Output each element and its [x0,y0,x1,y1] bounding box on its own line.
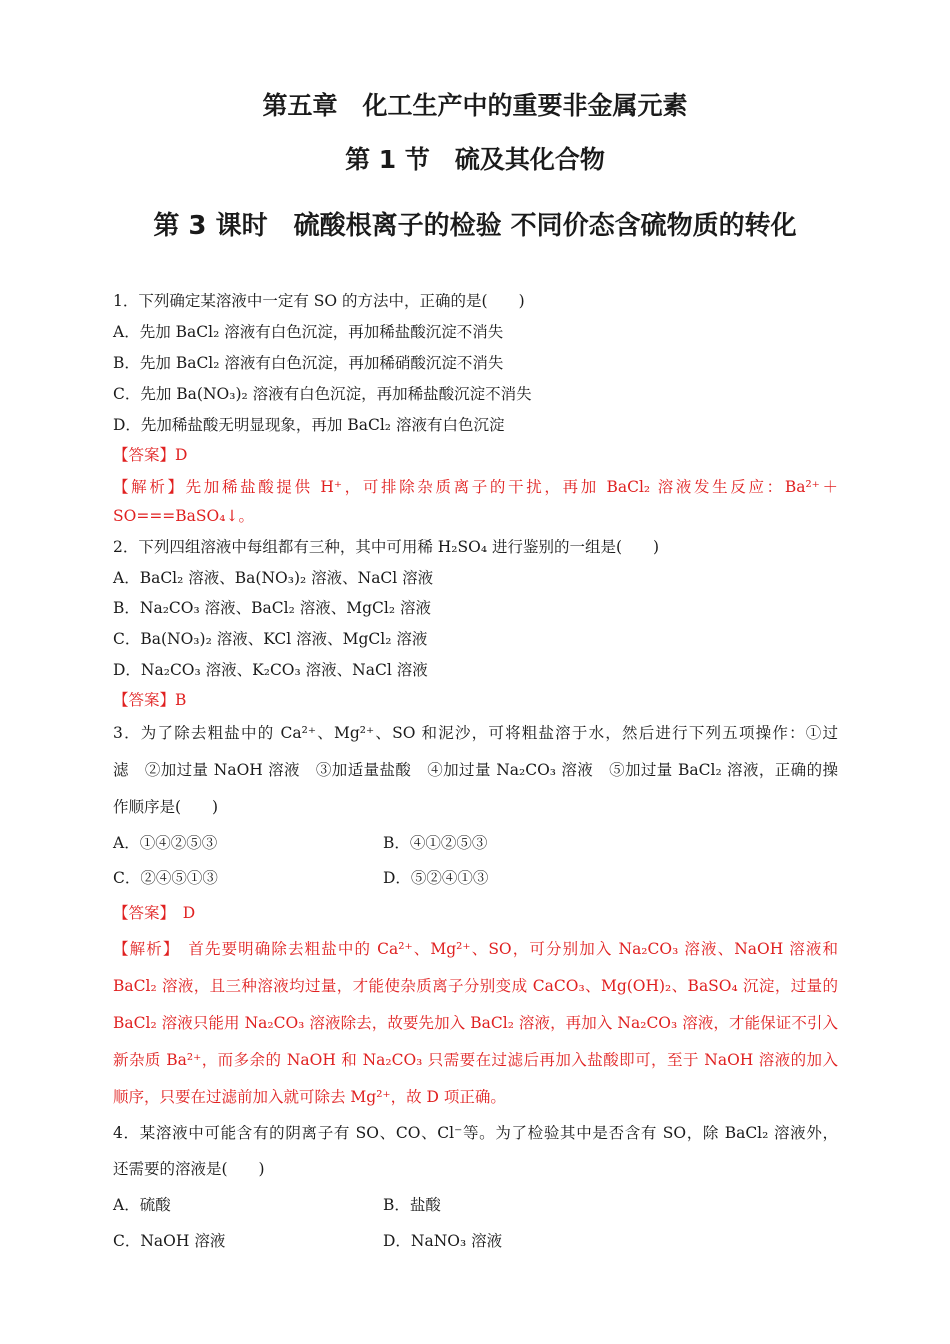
q3-answer: 【答案】 D [113,904,196,922]
q1-option-d: D．先加稀盐酸无明显现象，再加 BaCl₂ 溶液有白色沉淀 [113,416,505,434]
lesson-title: 第 3 课时 硫酸根离子的检验 不同价态含硫物质的转化 [153,211,797,241]
q4-option-c: C．NaOH 溶液 [113,1232,226,1250]
q3-analysis-line5: 顺序，只要在过滤前加入就可除去 Mg²⁺，故 D 项正确。 [113,1088,506,1106]
chapter-title: 第五章 化工生产中的重要非金属元素 [262,91,688,120]
q4-options-row2 [113,1231,838,1251]
q3-analysis-line4: 新杂质 Ba²⁺，而多余的 NaOH 和 Na₂CO₃ 只需要在过滤后再加入盐酸即可，至于 NaOH 溶液的加入 [113,1051,838,1069]
q2-option-a: A．BaCl₂ 溶液、Ba(NO₃)₂ 溶液、NaCl 溶液 [113,569,434,587]
q3-stem-line3: 作顺序是( ) [113,798,219,816]
q1-analysis-line1: 【解析】先加稀盐酸提供 H⁺，可排除杂质离子的干扰，再加 BaCl₂ 溶液发生反应：Ba²⁺＋ [113,478,838,496]
q1-option-c: C．先加 Ba(NO₃)₂ 溶液有白色沉淀，再加稀盐酸沉淀不消失 [113,385,532,403]
q2-stem: 2．下列四组溶液中每组都有三种，其中可用稀 H₂SO₄ 进行鉴别的一组是( ) [113,538,660,556]
q2-option-b: B．Na₂CO₃ 溶液、BaCl₂ 溶液、MgCl₂ 溶液 [113,599,431,617]
q1-stem: 1．下列确定某溶液中一定有 SO 的方法中，正确的是( ) [113,292,525,310]
q3-stem-line2: 滤 ②加过量 NaOH 溶液 ③加适量盐酸 ④加过量 Na₂CO₃ 溶液 ⑤加过量 BaCl₂ 溶液，正确的操 [113,761,838,779]
q3-analysis-line3: BaCl₂ 溶液只能用 Na₂CO₃ 溶液除去，故要先加入 BaCl₂ 溶液，再加入 Na₂CO₃ 溶液，才能保证不引入 [113,1014,838,1032]
q4-stem-line1: 4．某溶液中可能含有的阴离子有 SO、CO、Cl⁻等。为了检验其中是否含有 SO，除 BaCl₂ 溶液外， [113,1124,838,1142]
q2-answer: 【答案】B [113,691,187,709]
q1-option-b: B．先加 BaCl₂ 溶液有白色沉淀，再加稀硝酸沉淀不消失 [113,354,504,372]
q3-option-b: B．④①②⑤③ [383,834,488,852]
q4-option-d: D．NaNO₃ 溶液 [383,1232,503,1250]
q1-option-a: A．先加 BaCl₂ 溶液有白色沉淀，再加稀盐酸沉淀不消失 [113,323,504,341]
q4-stem-line2: 还需要的溶液是( ) [113,1160,265,1178]
q4-option-a: A．硫酸 [113,1196,171,1214]
q2-option-c: C．Ba(NO₃)₂ 溶液、KCl 溶液、MgCl₂ 溶液 [113,630,428,648]
q2-option-d: D．Na₂CO₃ 溶液、K₂CO₃ 溶液、NaCl 溶液 [113,661,428,679]
q3-option-a: A．①④②⑤③ [113,834,218,852]
q3-option-d: D．⑤②④①③ [383,869,489,887]
q3-options-row2 [113,868,838,888]
q3-analysis-line1: 【解析】 首先要明确除去粗盐中的 Ca²⁺、Mg²⁺、SO，可分别加入 Na₂CO₃ 溶液、NaOH 溶液和 [113,940,838,958]
q1-answer: 【答案】D [113,446,188,464]
q4-options-row1 [113,1195,838,1215]
q3-option-c: C．②④⑤①③ [113,869,218,887]
q3-stem-line1: 3．为了除去粗盐中的 Ca²⁺、Mg²⁺、SO 和泥沙，可将粗盐溶于水，然后进行下列五项操作：①过 [113,724,838,742]
section-title: 第 1 节 硫及其化合物 [345,145,605,174]
q3-options-row1 [113,833,838,853]
q1-analysis-line2: SO===BaSO₄↓。 [113,507,254,525]
q4-option-b: B．盐酸 [383,1196,441,1214]
q3-analysis-line2: BaCl₂ 溶液，且三种溶液均过量，才能使杂质离子分别变成 CaCO₃、Mg(OH)₂、BaSO₄ 沉淀，过量的 [113,977,838,995]
